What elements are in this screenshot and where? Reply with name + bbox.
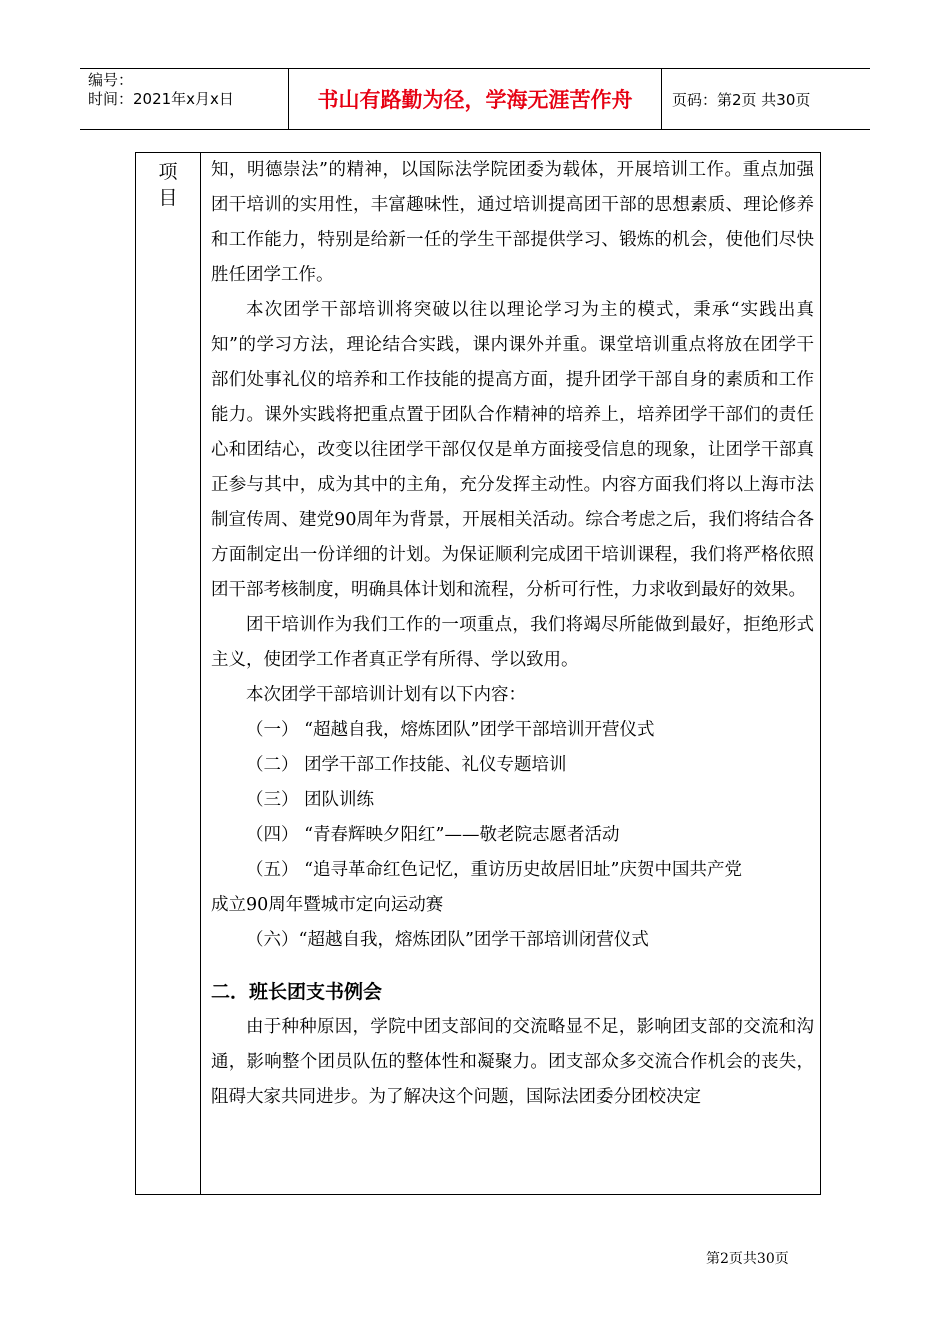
page-footer: 第2页共30页 — [706, 1251, 789, 1267]
list-item: （五） “追寻革命红色记忆，重访历史故居旧址”庆贺中国共产党 — [246, 860, 742, 880]
paragraph-1: 知，明德崇法”的精神，以国际法学院团委为载体，开展培训工作。重点加强团干培训的实用性，丰富趣味性，通过培训提高团干部的思想素质、理论修养和工作能力，特别是给新一任的学生干部提供学习、锻炼的机会，使他们尽快胜任团学工作。 — [211, 160, 814, 285]
number-label: 编号： — [88, 71, 134, 89]
list-item: （四） “青春辉映夕阳红”——敬老院志愿者活动 — [246, 825, 620, 845]
page-header — [80, 68, 870, 130]
list-item: （三） 团队训练 — [246, 790, 375, 810]
list-item: （一） “超越自我，熔炼团队”团学干部培训开营仪式 — [246, 720, 655, 740]
paragraph-2: 本次团学干部培训将突破以往以理论学习为主的模式，秉承“实践出真知”的学习方法，理论结合实践，课内课外并重。课堂培训重点将放在团学干部们处事礼仪的培养和工作技能的提高方面，提升团学干部自身的素质和工作能力。课外实践将把重点置于团队合作精神的培养上，培养团学干部们的责任心和团结心，改变以往团学干部仅仅是单方面接受信息的现象，让团学干部真正参与其中，成为其中的主角，充分发挥主动性。内容方面我们将以上海市法制宣传周、建党90周年为背景，开展相关活动。综合考虑之后，我们将结合各方面制定出一份详细的计划。为保证顺利完成团干培训课程，我们将严格依照团干部考核制度，明确具体计划和流程，分析可行性，力求收到最好的效果。 — [211, 300, 814, 600]
paragraph-5: 由于种种原因，学院中团支部间的交流略显不足，影响团支部的交流和沟通，影响整个团员队伍的整体性和凝聚力。团支部众多交流合作机会的丧失，阻碍大家共同进步。为了解决这个问题，国际法团委分团校决定 — [211, 1017, 814, 1107]
list-item: （六）“超越自我，熔炼团队”团学干部培训闭营仪式 — [246, 930, 649, 950]
side-label — [136, 153, 201, 1194]
section-title: 二．班长团支书例会 — [211, 981, 383, 1003]
content-table — [135, 152, 821, 1195]
paragraph-3: 团干培训作为我们工作的一项重点，我们将竭尽所能做到最好，拒绝形式主义，使团学工作者真正学有所得、学以致用。 — [211, 615, 814, 670]
header-meta — [80, 69, 289, 129]
time-label: 时间：2021年x月x日 — [88, 90, 234, 108]
side-label-text: 项目 — [158, 161, 178, 209]
content-cell — [201, 153, 820, 1194]
list-item-continuation: 成立90周年暨城市定向运动赛 — [211, 895, 444, 915]
paragraph-4: 本次团学干部培训计划有以下内容： — [246, 685, 526, 705]
list-item: （二） 团学干部工作技能、礼仪专题培训 — [246, 755, 567, 775]
header-motto: 书山有路勤为径，学海无涯苦作舟 — [289, 69, 662, 129]
header-page-info: 页码：第2页 共30页 — [672, 90, 811, 109]
